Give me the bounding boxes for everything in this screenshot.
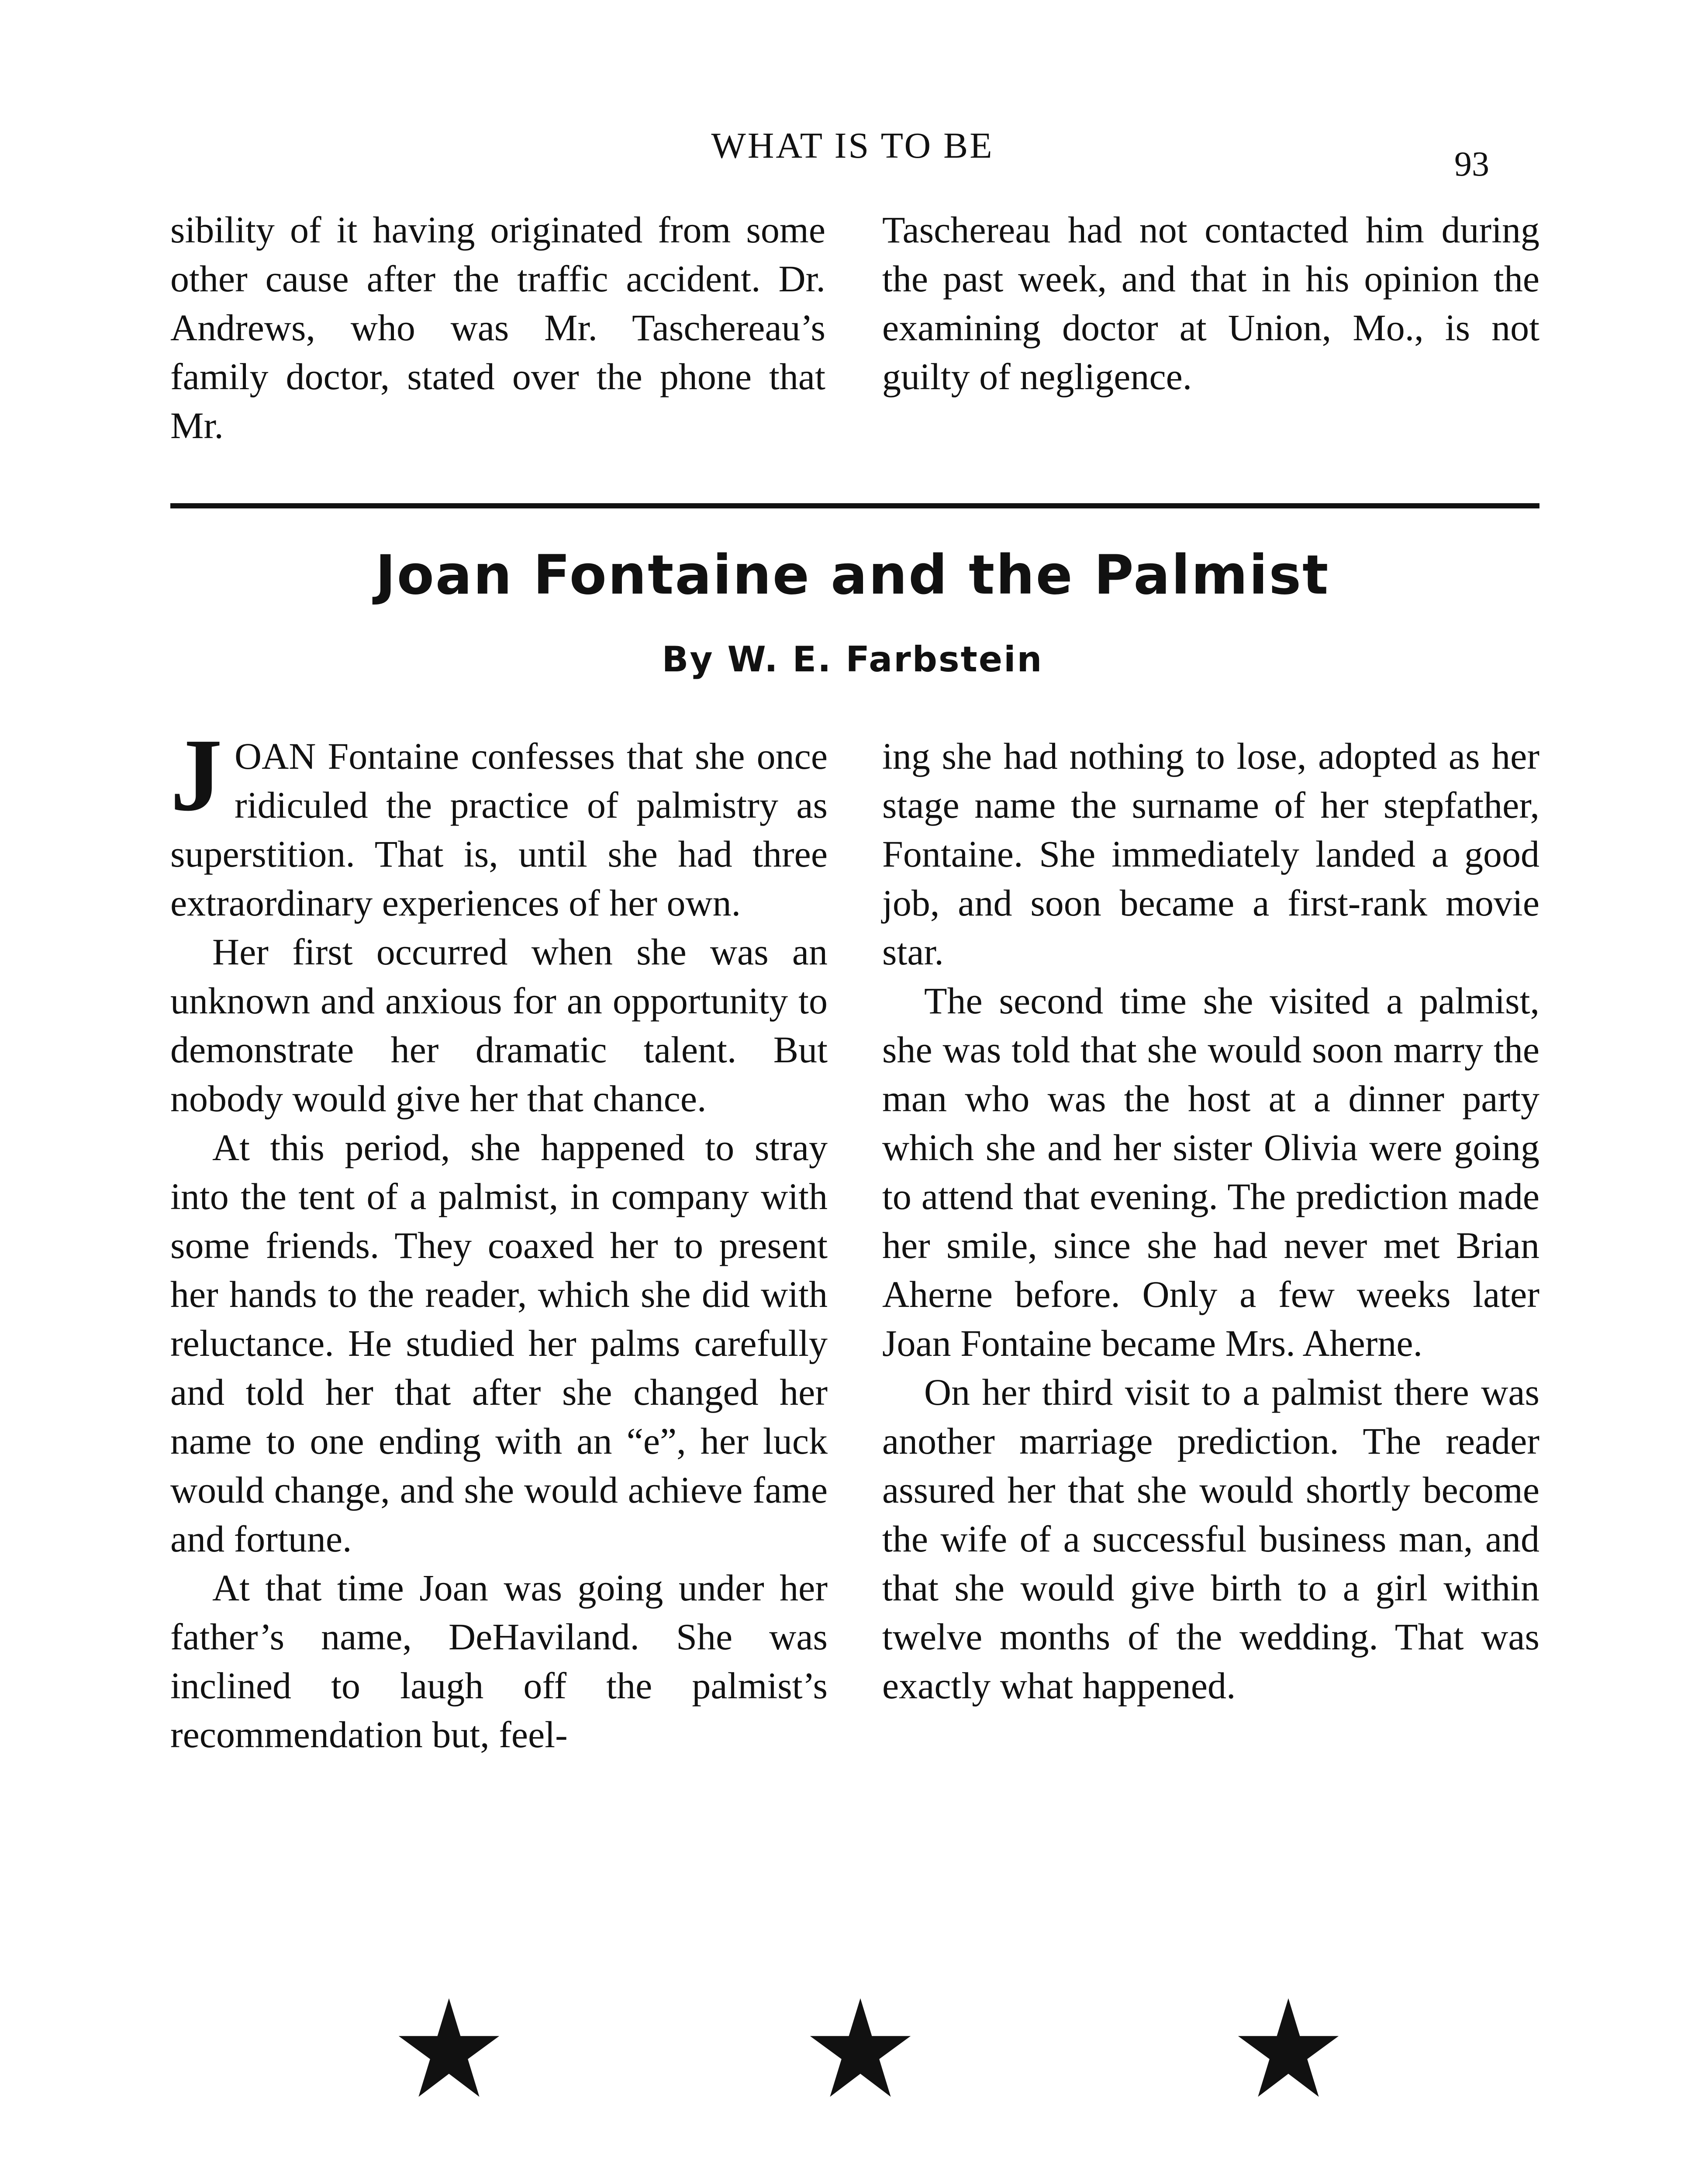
paragraph: The second time she visited a palmist, she was told that she would soon marry the man who was the host at a dinner party which she and her sister Olivia were going to attend that evening. The prediction made her smile, since she had never met Brian Aherne before. Only a few weeks later Joan Fontaine became Mrs. Aherne. [882,980,1539,1364]
article-title: Joan Fontaine and the Palmist [375,544,1330,607]
running-head: WHAT IS TO BE [711,125,994,166]
paragraph: On her third visit to a palmist there was another marriage prediction. The reader assured her that she would shortly become the wife of a successful business man, and that she would give birth to a girl within twelve months of the wedding. That was exactly what happened. [882,1371,1539,1707]
star-icon [1236,1996,1341,2101]
section-divider [170,503,1539,508]
star-icon [808,1996,913,2101]
byline: By W. E. Farbstein [662,639,1043,680]
opening-text: OAN Fontaine confesses that she once ridiculed the practice of palmistry as superstition. That is, until she had three extraordinary experiences of her own. [170,735,828,924]
opening-paragraph [170,718,828,927]
paragraph: Her first occurred when she was an unknown and anxious for an opportunity to demonstrate her dramatic talent. But nobody would give her that chance. [170,931,828,1120]
article-left-column [170,718,828,1759]
star-icon [397,1996,501,2101]
page-number: 93 [1454,145,1489,183]
paragraph: Taschereau had not contacted him during the past week, and that in his opinion the examining doctor at Union, Mo., is not guilty of negligence. [882,209,1539,397]
article-right-column [882,732,1539,1710]
paragraph-continuation: ing she had nothing to lose, adopted as her stage name the surname of her stepfather, Fontaine. She immediately landed a good job, and soon became a first-rank movie star. [882,735,1539,973]
previous-article-right-column [882,205,1539,401]
paragraph: sibility of it having originated from some other cause after the traffic accident. Dr. Andrews, who was Mr. Taschereau’s family doctor, stated over the phone that Mr. [170,209,825,446]
drop-cap: J [170,718,222,833]
previous-article-left-column [170,205,825,450]
paragraph: At that time Joan was going under her father’s name, DeHaviland. She was inclined to laugh off the palmist’s recommendation but, feel- [170,1567,828,1755]
paragraph: At this period, she happened to stray into the tent of a palmist, in company with some friends. They coaxed her to present her hands to the reader, which she did with reluctance. He studied her palms carefully and told her that after she changed her name to one ending with an “e”, her luck would change, and she would achieve fame and fortune. [170,1127,828,1560]
